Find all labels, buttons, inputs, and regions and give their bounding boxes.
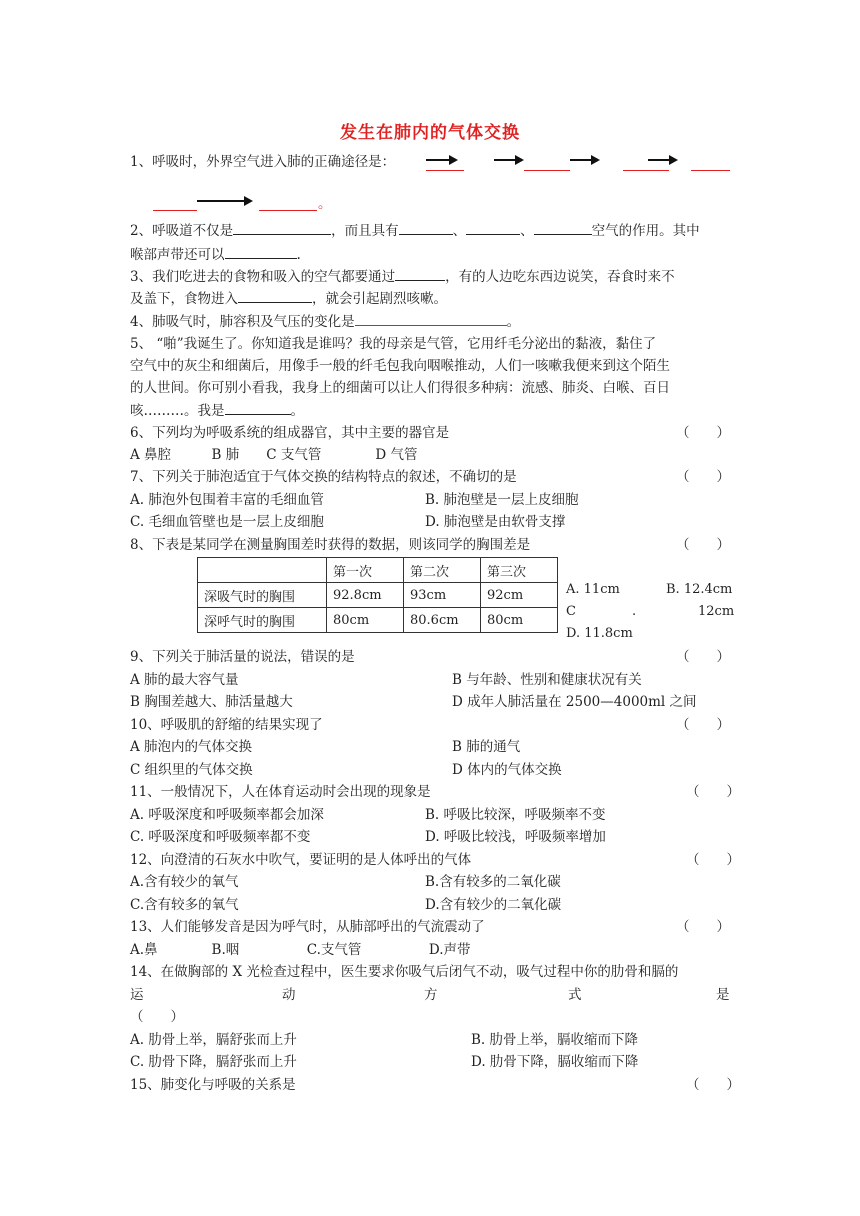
question-1-stem: 1、呼吸时，外界空气进入肺的正确途径是： [130, 154, 396, 170]
option-a: A.含有较少的氧气 [130, 874, 239, 890]
answer-bracket[interactable]: （ ） [676, 919, 730, 935]
option-b: B. 肺泡壁是一层上皮细胞 [425, 492, 579, 508]
option-d: D 成年人肺活量在 2500—4000ml 之间 [452, 694, 697, 710]
option-d: D. 肺泡壁是由软骨支撑 [425, 514, 566, 530]
table-header-row [198, 558, 558, 583]
answer-bracket[interactable]: （ ） [676, 649, 730, 665]
q2-text: 、 [520, 223, 534, 239]
chest-measurement-table [197, 557, 558, 633]
option-c-value: 12cm [698, 604, 735, 619]
option-d: D. 肋骨下降，膈收缩而下降 [471, 1054, 639, 1070]
option-b: B. 呼吸比较深，呼吸频率不变 [425, 807, 606, 823]
page-title: 发生在肺内的气体交换 [340, 123, 520, 143]
answer-bracket[interactable]: （ ） [676, 717, 730, 733]
question-10: 10、呼吸肌的舒缩的结果实现了 [130, 717, 323, 733]
q2-text: 2、呼吸道不仅是 [130, 223, 234, 239]
table-cell: 深呼气时的胸围 [198, 608, 327, 633]
option-d: D. 11.8cm [566, 626, 633, 641]
option-b: B. 肋骨上举，膈收缩而下降 [471, 1032, 639, 1048]
answer-blank[interactable] [225, 244, 297, 259]
option-c: C. 呼吸深度和呼吸频率都不变 [130, 829, 311, 845]
q2-text: 、 [452, 223, 467, 239]
q14-word: 式 [568, 987, 582, 1003]
answer-bracket[interactable]: （ ） [686, 1077, 740, 1093]
answer-blank[interactable] [534, 220, 592, 235]
question-7: 7、下列关于肺泡适宜于气体交换的结构特点的叙述，不确切的是 [130, 469, 517, 485]
answer-blank[interactable] [399, 220, 453, 235]
answer-blank[interactable] [153, 196, 197, 211]
answer-blank[interactable] [524, 156, 570, 171]
answer-blank[interactable] [691, 156, 730, 171]
q3-text: ，有的人边吃东西边说笑，吞食时来不 [445, 269, 675, 285]
arrow-right-icon [570, 155, 600, 165]
question-5-line3: 的人世间。你可别小看我，我身上的细菌可以让人们得很多种病：流感、肺炎、白喉、百日 [130, 380, 670, 396]
option-a: A. 肋骨上举，膈舒张而上升 [130, 1032, 297, 1048]
answer-bracket[interactable]: （ ） [686, 852, 740, 868]
q3-text: 及盖下，食物进入 [130, 291, 238, 307]
arrow-right-icon [197, 196, 253, 206]
q2-text: ，而且具有 [331, 223, 399, 239]
option-d: D. 呼吸比较浅，呼吸频率增加 [425, 829, 606, 845]
question-13-options: A.鼻 B.咽 C.支气管 D.声带 [130, 942, 471, 958]
table-cell: 80.6cm [404, 608, 481, 633]
answer-bracket[interactable]: （ ） [676, 425, 730, 441]
option-d: D.含有较少的二氧化碳 [425, 897, 562, 913]
table-cell: 92cm [481, 583, 558, 608]
answer-bracket[interactable]: （ ） [676, 469, 730, 485]
table-header-cell [198, 558, 327, 583]
table-cell: 80cm [481, 608, 558, 633]
question-14: 14、在做胸部的 X 光检查过程中，医生要求你吸气后闭气不动，吸气过程中你的肋骨和膈的 [130, 964, 679, 980]
answer-blank[interactable] [466, 220, 520, 235]
arrow-right-icon [426, 155, 458, 165]
option-c-label: C [566, 604, 576, 619]
question-3 [130, 266, 675, 287]
question-15: 15、肺变化与呼吸的关系是 [130, 1077, 296, 1093]
option-a: A. 肺泡外包围着丰富的毛细血管 [130, 492, 324, 508]
question-6: 6、下列均为呼吸系统的组成器官，其中主要的器官是 [130, 425, 450, 441]
question-12: 12、向澄清的石灰水中吹气，要证明的是人体呼出的气体 [130, 852, 472, 868]
q14-word: 方 [424, 987, 438, 1003]
table-header-cell: 第三次 [481, 558, 558, 583]
question-8: 8、下表是某同学在测量胸围差时获得的数据，则该同学的胸围差是 [130, 537, 531, 553]
period: 。 [318, 196, 332, 212]
option-c: B 胸围差越大、肺活量越大 [130, 694, 293, 710]
answer-bracket[interactable]: （ ） [676, 537, 730, 553]
question-6-options: A 鼻腔 B 肺 C 支气管 D 气管 [130, 447, 418, 463]
option-a: A. 呼吸深度和呼吸频率都会加深 [130, 807, 324, 823]
question-5-line1: 5、 “啪”我诞生了。你知道我是谁吗？我的母亲是气管，它用纤毛分泌出的黏液，黏住了 [130, 336, 657, 352]
option-a: A 肺的最大容气量 [130, 672, 239, 688]
q2-text: . [296, 247, 301, 263]
table-cell: 92.8cm [327, 583, 404, 608]
q14-word: 是 [716, 987, 730, 1003]
question-2-line2 [130, 244, 301, 265]
option-c: C. 毛细血管壁也是一层上皮细胞 [130, 514, 324, 530]
question-5-line4 [130, 400, 304, 421]
q3-text: ，就会引起剧烈咳嗽。 [312, 291, 447, 307]
answer-bracket[interactable]: （ ） [686, 784, 740, 800]
question-9: 9、下列关于肺活量的说法，错误的是 [130, 649, 355, 665]
q3-text: 3、我们吃进去的食物和吸入的空气都要通过 [130, 269, 396, 285]
q4-text: 4、肺吸气时，肺容积及气压的变化是 [130, 314, 355, 330]
question-3-line2 [130, 288, 447, 309]
question-2 [130, 220, 700, 241]
q14-word: 动 [282, 987, 296, 1003]
option-d: D 体内的气体交换 [452, 762, 562, 778]
table-cell: 93cm [404, 583, 481, 608]
option-c: C 组织里的气体交换 [130, 762, 253, 778]
answer-blank[interactable] [355, 311, 507, 326]
table-header-cell: 第二次 [404, 558, 481, 583]
answer-blank[interactable] [238, 288, 312, 303]
table-header-cell: 第一次 [327, 558, 404, 583]
option-c-dot: . [632, 604, 637, 619]
answer-blank[interactable] [225, 400, 291, 415]
q4-text: 。 [506, 314, 521, 330]
question-13: 13、人们能够发音是因为呼气时，从肺部呼出的气流震动了 [130, 919, 485, 935]
answer-blank[interactable] [233, 220, 331, 235]
option-a: A 肺泡内的气体交换 [130, 739, 253, 755]
option-c: C. 肋骨下降，膈舒张而上升 [130, 1054, 297, 1070]
arrow-right-icon [648, 155, 678, 165]
option-b: B 与年龄、性别和健康状况有关 [452, 672, 642, 688]
q5-text: 咳………。我是 [130, 403, 225, 419]
option-c: C.含有较多的氧气 [130, 897, 239, 913]
arrow-right-icon [494, 155, 524, 165]
q2-text: 喉部声带还可以 [130, 247, 225, 263]
q2-text: 空气的作用。其中 [591, 223, 700, 239]
table-cell: 80cm [327, 608, 404, 633]
answer-blank[interactable] [395, 266, 445, 281]
question-1 [130, 152, 395, 172]
q5-text: 。 [290, 403, 304, 419]
answer-bracket[interactable]: （ ） [130, 1009, 184, 1025]
question-11: 11、一般情况下，人在体育运动时会出现的现象是 [130, 784, 431, 800]
table-row [198, 608, 558, 633]
table-cell: 深吸气时的胸围 [198, 583, 327, 608]
table-row [198, 583, 558, 608]
question-5-line2: 空气中的灰尘和细菌后，用像手一般的纤毛包我向咽喉推动，人们一咳嗽我便来到这个陌生 [130, 358, 670, 374]
option-b: B 肺的通气 [452, 739, 521, 755]
option-b: B.含有较多的二氧化碳 [425, 874, 561, 890]
q14-word: 运 [130, 987, 144, 1003]
answer-blank[interactable] [259, 196, 317, 211]
option-b: B. 12.4cm [666, 582, 733, 597]
question-4 [130, 311, 520, 332]
option-a: A. 11cm [566, 582, 620, 597]
